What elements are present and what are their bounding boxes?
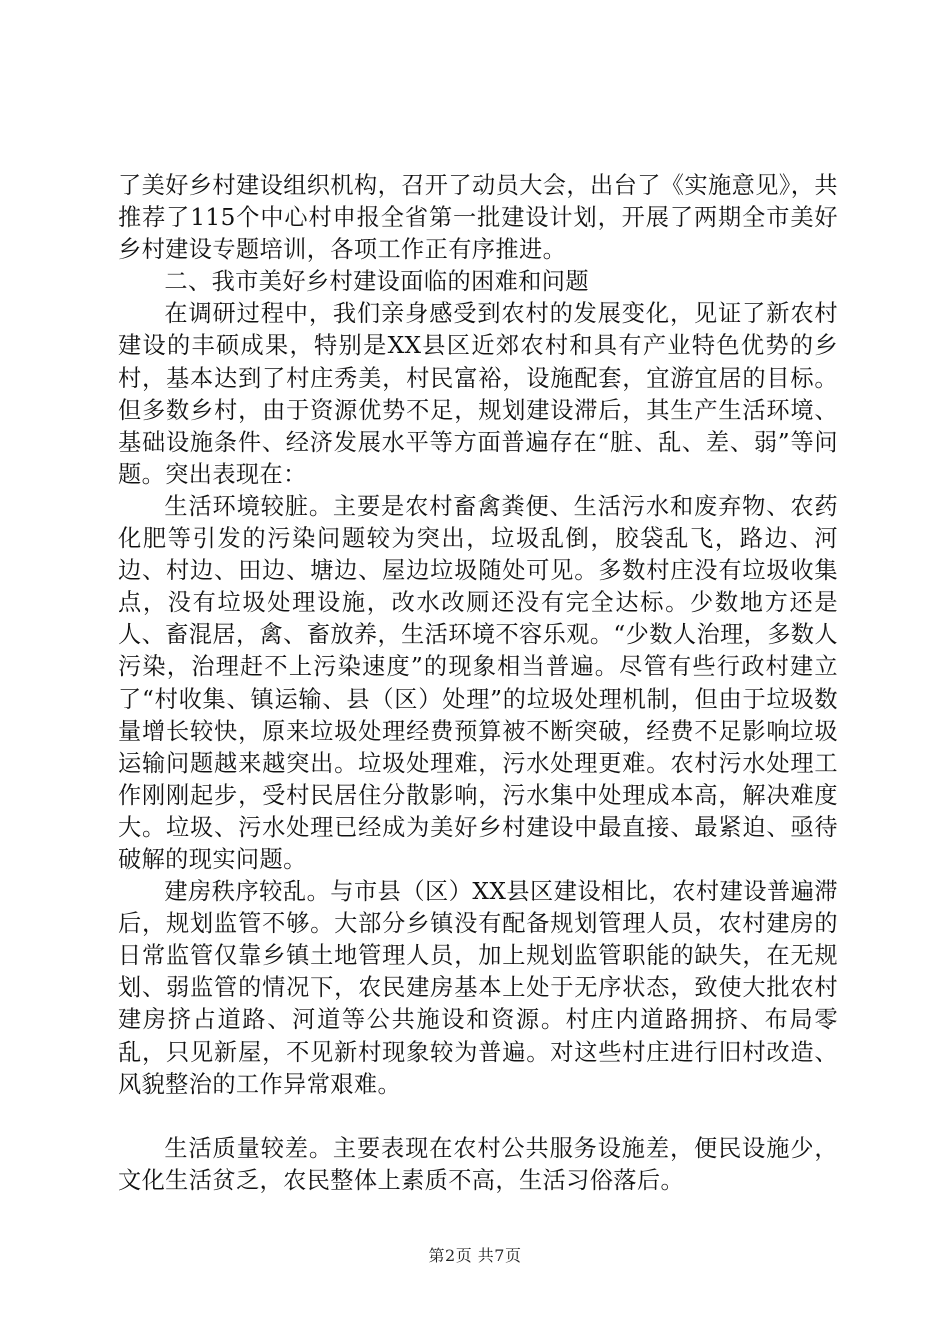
paragraph-living-environment: 生活环境较脏。主要是农村畜禽粪便、生活污水和废弃物、农药化肥等引发的污染问题较为突出，垃圾乱倒，胶袋乱飞，路边、河边、村边、田边、塘边、屋边垃圾随处可见。多数村庄没有垃圾收集点，没有垃圾处理设施，改水改厕还没有完全达标。少数地方还是人、畜混居，禽、畜放养，生活环境不容乐观。“少数人治理，多数人污染，治理赶不上污染速度”的现象相当普遍。尽管有些行政村建立了“村收集、镇运输、县（区）处理”的垃圾处理机制，但由于垃圾数量增长较快，原来垃圾处理经费预算被不断突破，经费不足影响垃圾运输问题越来越突出。垃圾处理难，污水处理更难。农村污水处理工作刚刚起步，受村民居住分散影响，污水集中处理成本高，解决难度大。垃圾、污水处理已经成为美好乡村建设中最直接、最紧迫、亟待破解的现实问题。 [118, 492, 838, 873]
section-heading: 二、我市美好乡村建设面临的困难和问题 [164, 268, 589, 296]
paragraph-continuation: 了美好乡村建设组织机构，召开了动员大会，出台了《实施意见》，共推荐了115个中心村申报全省第一批建设计划，开展了两期全市美好乡村建设专题培训，各项工作正有序推进。 [118, 172, 838, 264]
page-number-footer: 第2页 共7页 [428, 1246, 522, 1265]
document-body [118, 170, 838, 1197]
paragraph-research-overview: 在调研过程中，我们亲身感受到农村的发展变化，见证了新农村建设的丰硕成果，特别是XX县区近郊农村和具有产业特色优势的乡村，基本达到了村庄秀美，村民富裕，设施配套，宜游宜居的目标。但多数乡村，由于资源优势不足，规划建设滞后，其生产生活环境、基础设施条件、经济发展水平等方面普遍存在“脏、乱、差、弱”等问题。突出表现在： [118, 300, 838, 488]
paragraph-living-quality: 生活质量较差。主要表现在农村公共服务设施差，便民设施少，文化生活贫乏，农民整体上素质不高，生活习俗落后。 [118, 1134, 838, 1194]
paragraph-housing-order: 建房秩序较乱。与市县（区）XX县区建设相比，农村建设普遍滞后，规划监管不够。大部分乡镇没有配备规划管理人员，农村建房的日常监管仅靠乡镇土地管理人员，加上规划监管职能的缺失，在无规划、弱监管的情况下，农民建房基本上处于无序状态，致使大批农村建房挤占道路、河道等公共施设和资源。村庄内道路拥挤、布局零乱，只见新屋，不见新村现象较为普遍。对这些村庄进行旧村改造、风貌整治的工作异常艰难。 [118, 878, 838, 1098]
